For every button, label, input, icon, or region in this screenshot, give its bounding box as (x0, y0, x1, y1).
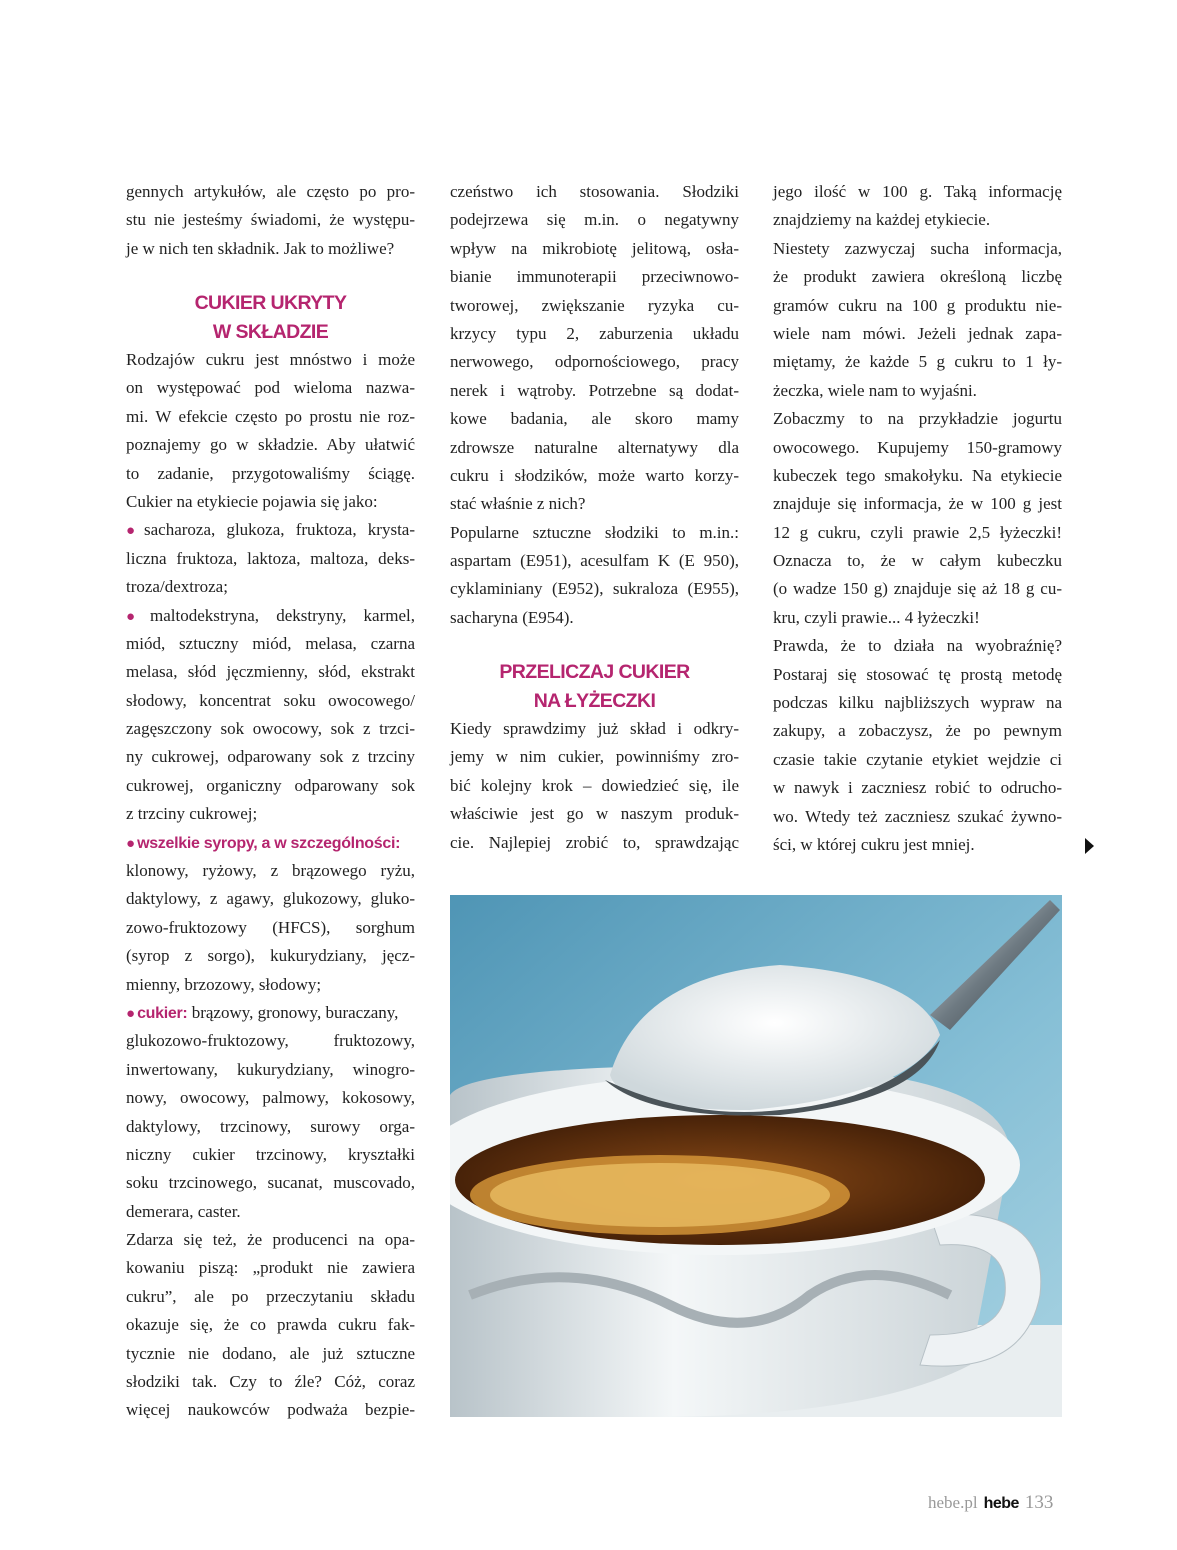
bullet-item (126, 829, 415, 999)
text-line: że produkt zawiera określoną liczbę (773, 267, 1062, 287)
page-footer (928, 1492, 1053, 1514)
text-line: Prawda, że to działa na wyobraźnię? (773, 636, 1062, 656)
text-line: słodowy, koncentrat soku owocowego/ (126, 690, 415, 710)
text-line: melasa, słód jęczmienny, słód, ekstrakt (126, 662, 415, 682)
text-line: zakupy, a zobaczysz, że po pewnym (773, 721, 1062, 741)
section-heading (126, 289, 415, 346)
column-1 (126, 178, 415, 1425)
text-line: kowe badania, ale skoro mamy (450, 409, 739, 429)
text-line: bianie immunoterapii przeciwnowo- (450, 267, 739, 287)
text-line: kubeczek tego smakołyku. Na etykiecie (773, 465, 1062, 485)
text-line: wiele nam mówi. Jeżeli jednak zapa- (773, 323, 1062, 343)
next-page-arrow-icon[interactable] (1085, 838, 1094, 854)
text-line: miód, sztuczny miód, melasa, czarna (126, 633, 415, 653)
text-line: mienny, brzozowy, słodowy; (126, 974, 322, 994)
text-line: bić kolejny krok – dowiedzieć się, ile (450, 775, 739, 795)
paragraph (450, 178, 739, 519)
text-line: troza/dextroza; (126, 577, 228, 597)
heading-line: W SKŁADZIE (212, 320, 329, 343)
text-line: wo. Wtedy też zaczniesz szukać żywno- (773, 806, 1062, 826)
bullet-item (126, 516, 415, 601)
text-line: 12 g cukru, czyli prawie 2,5 łyżeczki! (773, 522, 1062, 542)
paragraph (773, 178, 1062, 235)
text-line: Zdarza się też, że producenci na opa- (126, 1230, 415, 1250)
heading-line: PRZELICZAJ CUKIER (499, 661, 690, 684)
paragraph (450, 715, 739, 857)
text-line: cukru”, ale po przeczytaniu składu (126, 1286, 415, 1306)
text-line: je w nich ten składnik. Jak to możliwe? (126, 238, 395, 258)
text-line: jego ilość w 100 g. Taką informację (773, 182, 1062, 201)
text-line: cukru i słodzików, może warto korzy- (450, 465, 739, 485)
text-line: Cukier na etykiecie pojawia się jako: (126, 491, 378, 511)
text-line: klonowy, ryżowy, z brązowego ryżu, (126, 861, 415, 881)
bullet-dot-icon: ● (126, 523, 143, 540)
page-number: 133 (1024, 1492, 1054, 1513)
text-line: czasie takie czytanie etykiet wejdzie ci (773, 749, 1062, 769)
text-line: stu nie jesteśmy świadomi, że występu- (126, 210, 415, 230)
bullet-item (126, 602, 415, 829)
text-line: cie. Najlepiej zrobić to, sprawdzając (450, 832, 739, 852)
text-line: zagęszczony sok owocowy, sok z trzci- (126, 719, 415, 739)
text-line: demerara, caster. (126, 1201, 241, 1221)
text-line: zdrowsze naturalne alternatywy dla (450, 437, 739, 457)
text-line (126, 516, 415, 544)
text-line: znajduje się informacja, że w 100 g jest (773, 494, 1062, 514)
column-2 (450, 178, 739, 857)
text-line: stać właśnie z nich? (450, 494, 586, 514)
text-line: inwertowany, kukurydziany, winogro- (126, 1059, 415, 1079)
text-line: podejrzewa się m.in. o negatywny (450, 210, 739, 230)
text-line: Popularne sztuczne słodziki to m.in.: (450, 522, 739, 542)
paragraph (773, 405, 1062, 632)
bullet-dot-icon: ● (126, 608, 148, 625)
text-line: miętamy, że każde 5 g cukru to 1 ły- (773, 352, 1062, 372)
text-line: Rodzajów cukru jest mnóstwo i może (126, 349, 415, 369)
text-line: czeństwo ich stosowania. Słodziki (450, 182, 739, 201)
paragraph (126, 178, 415, 263)
text-line: aspartam (E951), acesulfam K (E 950), (450, 551, 739, 571)
text-line: Postaraj się stosować tę prostą metodę (773, 664, 1062, 684)
paragraph (126, 346, 415, 516)
bullet-item (126, 999, 415, 1226)
text-line: on występować pod wieloma nazwa- (126, 378, 415, 398)
text-line: niczny cukier trzcinowy, kryształki (126, 1144, 415, 1164)
text-line: żeczka, wiele nam to wyjaśni. (773, 380, 977, 400)
text-line: daktylowy, z agawy, glukozowy, gluko- (126, 889, 415, 909)
text-line: nerwowego, odpornościowego, pracy (450, 352, 739, 372)
text-line: ny cukrowej, odparowany sok z trzciny (126, 747, 415, 767)
bullet-dot-icon: ● (126, 1005, 136, 1022)
text-line: glukozowo-fruktozowy, fruktozowy, (126, 1031, 415, 1051)
text-line: owocowego. Kupujemy 150-gramowy (773, 437, 1062, 457)
text-line: (syrop z sorgo), kukurydziany, jęcz- (126, 946, 415, 966)
text-line: okazuje się, że co prawda cukru fak- (126, 1315, 415, 1335)
text-line: tycznie nie dodano, ale już sztuczne (126, 1343, 415, 1363)
text-line: Niestety zazwyczaj sucha informacja, (773, 238, 1062, 258)
text-line (126, 829, 415, 857)
text-line: gennych artykułów, ale często po pro- (126, 182, 415, 201)
text-line: jemy w nim cukier, powinniśmy zro- (450, 747, 739, 767)
text-line: liczna fruktoza, laktoza, maltoza, deks- (126, 548, 415, 568)
paragraph (773, 632, 1062, 859)
text-line: poznajemy go w składzie. Aby ułatwić (126, 435, 415, 455)
line-text: sacharoza, glukoza, fruktoza, krysta- (144, 520, 416, 540)
text-line: kowaniu piszą: „produkt nie zawiera (126, 1258, 415, 1278)
text-line: Zobaczmy to na przykładzie jogurtu (773, 409, 1062, 429)
text-line: gramów cukru na 100 g produktu nie- (773, 295, 1062, 315)
text-line: znajdziemy na każdej etykiecie. (773, 210, 991, 230)
text-line: wpływ na mikrobiotę jelitową, osła- (450, 238, 739, 258)
text-line: zowo-fruktozowy (HFCS), sorghum (126, 917, 415, 937)
text-line: daktylowy, trzcinowy, surowy orga- (126, 1116, 415, 1136)
text-line (126, 602, 415, 630)
text-line: nowy, owocowy, palmowy, kokosowy, (126, 1088, 415, 1108)
footer-brand-logo: hebe (983, 1495, 1019, 1512)
sugar-spoon-tea-photo (450, 895, 1062, 1417)
bullet-lead: wszelkie syropy, a w szczególności: (137, 834, 401, 852)
bullet-dot-icon: ● (126, 835, 136, 852)
text-line: mi. W efekcie często po prostu nie roz- (126, 406, 415, 426)
text-line: podczas kilku najbliższych wypraw na (773, 693, 1062, 713)
text-line: (o wadze 150 g) znajduje się aż 18 g cu- (773, 579, 1062, 599)
bullet-lead: cukier: (137, 1004, 188, 1022)
text-line: cyklaminiany (E952), sukraloza (E955), (450, 579, 739, 599)
paragraph (126, 1226, 415, 1425)
line-text: maltodekstryna, dekstryny, karmel, (149, 605, 416, 625)
column-3 (773, 178, 1062, 859)
text-line: kru, czyli prawie... 4 łyżeczki! (773, 607, 980, 627)
footer-site: hebe.pl (928, 1493, 978, 1512)
text-line: Oznacza to, że w całym kubeczku (773, 551, 1062, 571)
text-line: cukrowej, organiczny odparowany sok (126, 775, 415, 795)
paragraph (773, 235, 1062, 405)
text-line (126, 999, 415, 1027)
text-line: Kiedy sprawdzimy już skład i odkry- (450, 719, 739, 739)
heading-line: CUKIER UKRYTY (194, 292, 347, 315)
text-line: więcej naukowców podważa bezpie- (126, 1400, 415, 1420)
line-text: brązowy, gronowy, buraczany, (187, 1002, 399, 1022)
text-line: soku trzcinowego, sucanat, muscovado, (126, 1173, 415, 1193)
heading-line: NA ŁYŻECZKI (533, 689, 656, 712)
text-line: właściwie jest go w naszym produk- (450, 804, 739, 824)
text-line: w nawyk i zaczniesz robić to odrucho- (773, 778, 1062, 798)
text-line: z trzciny cukrowej; (126, 804, 258, 824)
text-line: tworowej, zwiększanie ryzyka cu- (450, 295, 739, 315)
text-line: to zadanie, przygotowaliśmy ściągę. (126, 463, 415, 483)
text-line: krzycy typu 2, zaburzenia układu (450, 323, 739, 343)
paragraph (450, 519, 739, 633)
text-line: sacharyna (E954). (450, 607, 574, 627)
text-line: słodziki tak. Czy to źle? Cóż, coraz (126, 1372, 415, 1392)
section-heading (450, 658, 739, 715)
text-line: ści, w której cukru jest mniej. (773, 834, 975, 854)
text-line: nerek i wątroby. Potrzebne są dodat- (450, 380, 739, 400)
